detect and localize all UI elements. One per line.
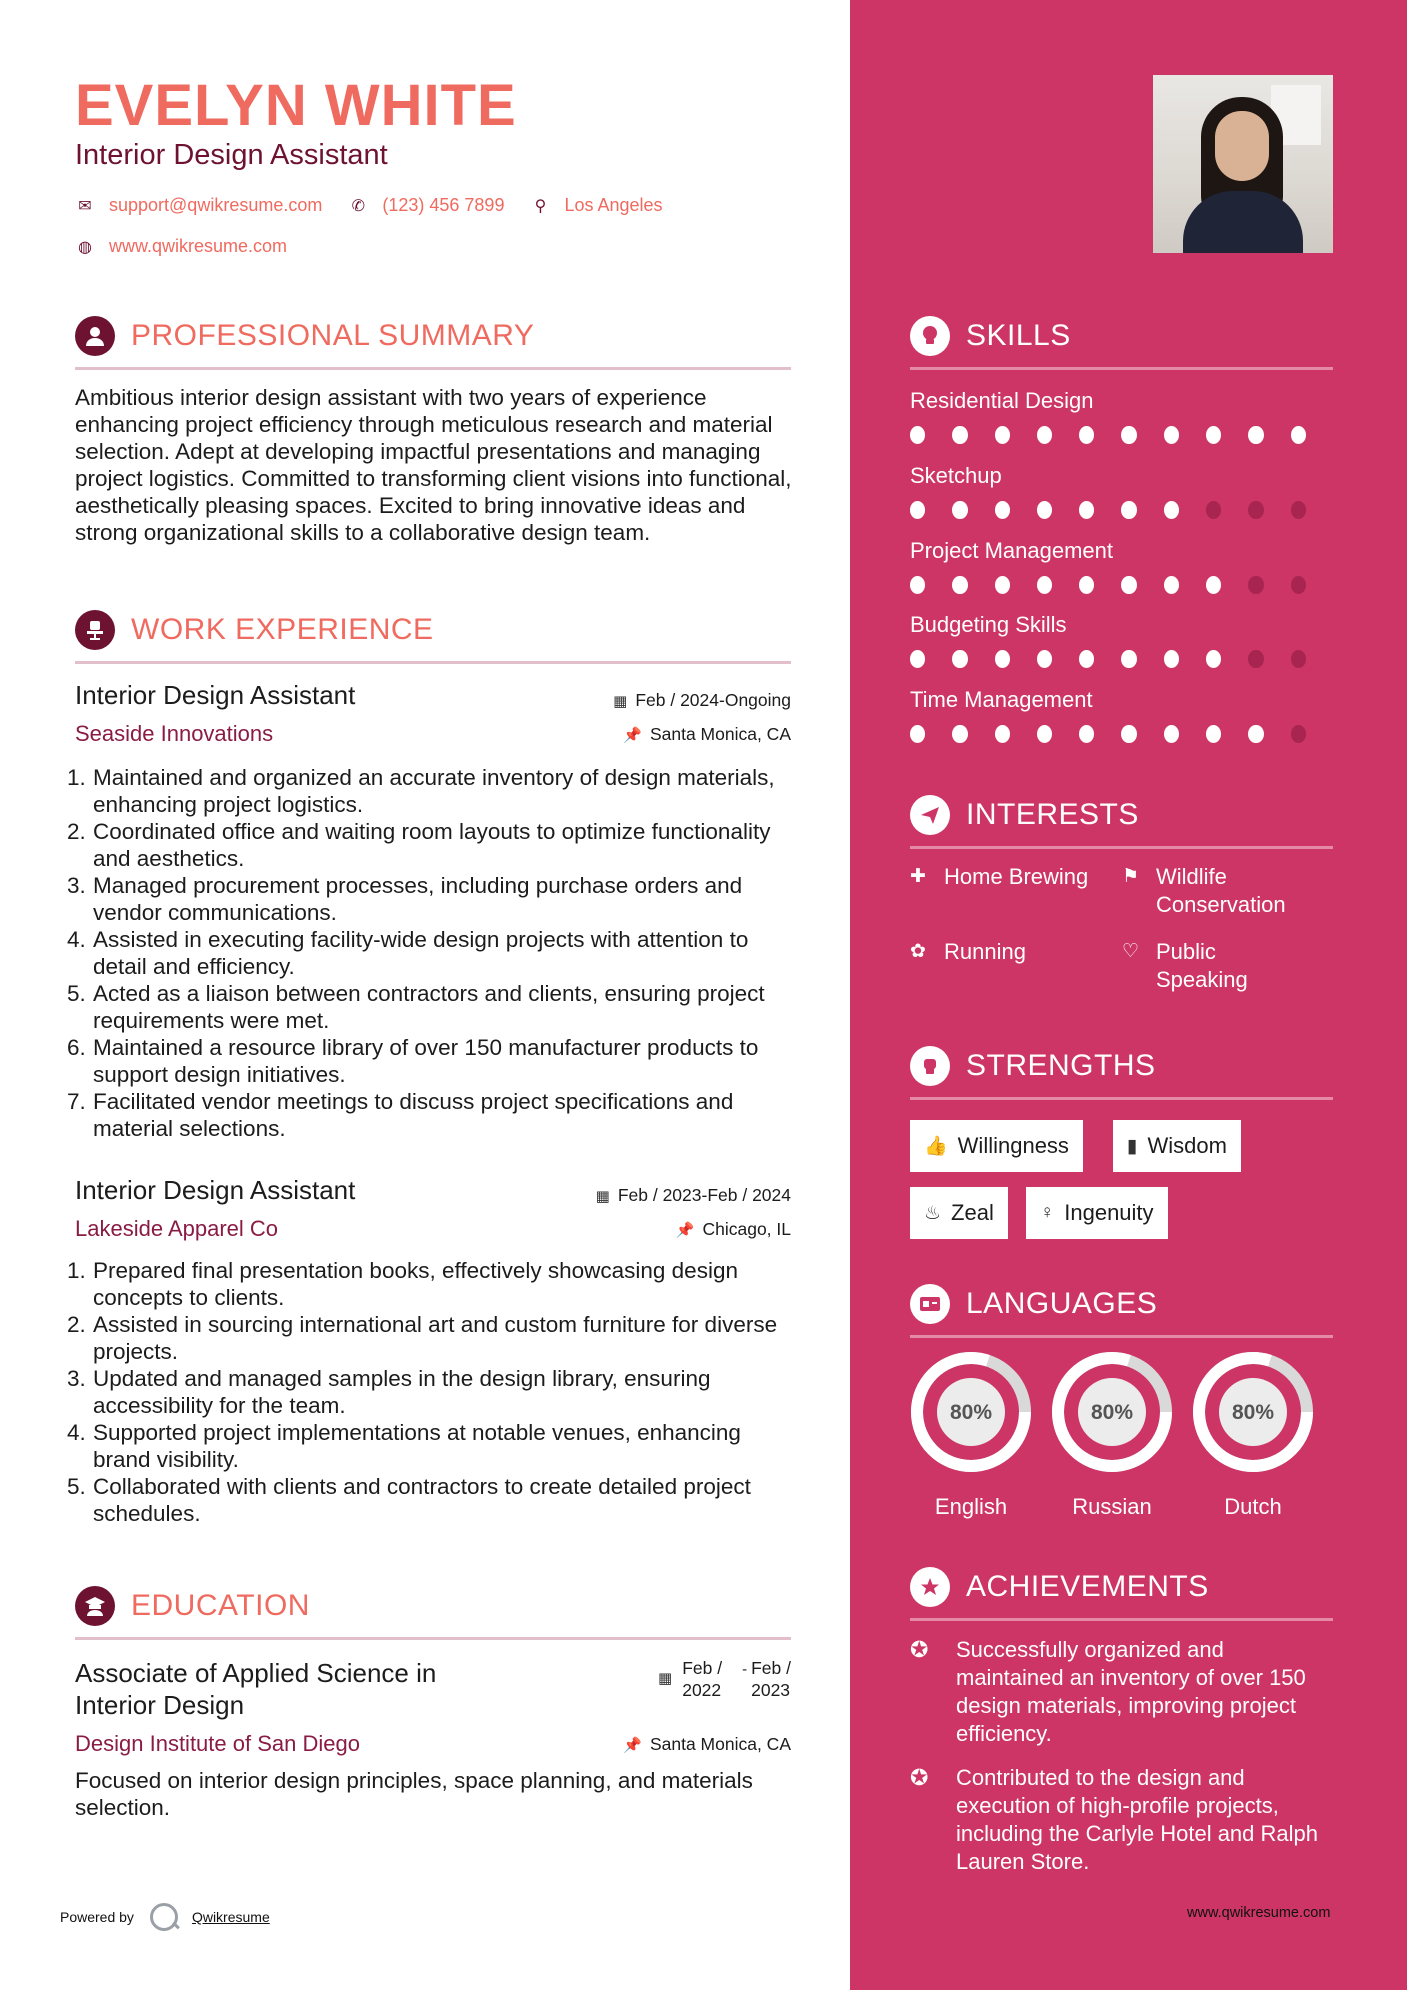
rating-dot: [1121, 501, 1136, 519]
shooting-star-icon: ✪: [910, 1637, 929, 1662]
job-location: 📌 Santa Monica, CA: [623, 724, 791, 744]
rating-dot: [1079, 576, 1094, 594]
strengths-section-header: [910, 1045, 1333, 1100]
globe-icon: ◍: [78, 238, 92, 256]
education-section-header: [75, 1585, 791, 1640]
candidate-title: Interior Design Assistant: [75, 139, 388, 171]
duty-list: [67, 1257, 797, 1527]
education-location: 📌 Santa Monica, CA: [623, 1734, 791, 1754]
skill-name: Project Management: [910, 538, 1113, 563]
contact-row: [75, 195, 663, 216]
rating-dot: [1164, 501, 1179, 519]
job-location: 📌 Chicago, IL: [675, 1219, 791, 1239]
language-ring: [1051, 1351, 1173, 1473]
list-item: 3. Updated and managed samples in the design library, ensuring accessibility for the team.: [67, 1366, 711, 1418]
language-percent: 80%: [949, 1401, 993, 1424]
skill-rating: [910, 501, 1333, 519]
skill-rating: [910, 725, 1333, 743]
pushpin-icon: 📌: [623, 1736, 642, 1754]
summary-heading: PROFESSIONAL SUMMARY: [131, 319, 535, 352]
thumbs-up-icon: 👍: [924, 1136, 948, 1157]
rating-dot: [1037, 725, 1052, 743]
rating-dot: [1206, 426, 1221, 444]
candidate-name: EVELYN WHITE: [75, 73, 517, 138]
graduate-icon: [75, 1586, 115, 1626]
rating-dot: [952, 501, 967, 519]
qwikresume-link[interactable]: Qwikresume: [191, 1909, 270, 1925]
skill-name: Residential Design: [910, 388, 1094, 413]
user-icon: [75, 316, 115, 356]
calendar-icon: ▦: [595, 1187, 610, 1205]
envelope-icon: ✉: [78, 197, 92, 215]
languages-section-header: [910, 1283, 1333, 1338]
rating-dot: [1248, 426, 1263, 444]
rating-dot: [1206, 576, 1221, 594]
language-ring: [910, 1351, 1032, 1473]
phone-text: (123) 456 7899: [382, 195, 505, 215]
list-item: 4. Assisted in executing facility-wide design projects with attention to detail and efficiency.: [67, 927, 749, 979]
language-item: [910, 1351, 1032, 1520]
list-item: 2. Coordinated office and waiting room layouts to optimize functionality and aesthetics.: [67, 819, 771, 871]
job-company: Lakeside Apparel Co: [75, 1216, 279, 1241]
school-name: Design Institute of San Diego: [75, 1731, 360, 1756]
location-text: Los Angeles: [564, 195, 663, 215]
lightbulb-icon: [910, 316, 950, 356]
rating-dot: [1079, 501, 1094, 519]
summary-text: Ambitious interior design assistant with two years of experience enhancing project efficiency through meticulous research and material selection. Adept at developing impactful presentations and managing project logistics. Committed to transforming client visions into functional, aesthetically pleasing spaces. Excited to bring innovative ideas and strong organizational skills to a collaborative design team.: [75, 385, 792, 545]
education-description: Focused on interior design principles, space planning, and materials selection.: [75, 1768, 753, 1820]
job-title: Interior Design Assistant: [75, 1175, 356, 1205]
achievements-section-header: [910, 1566, 1333, 1621]
job-date: ▦ Feb / 2023-Feb / 2024: [595, 1185, 791, 1205]
rating-dot: [1248, 501, 1263, 519]
experience-section-header: [75, 609, 791, 664]
rating-dot: [1121, 576, 1136, 594]
flame-icon: ♨: [924, 1202, 942, 1224]
languages-heading: LANGUAGES: [966, 1287, 1158, 1320]
qwikresume-logo-icon: [150, 1903, 178, 1931]
language-percent: 80%: [1231, 1401, 1275, 1424]
skill-item: [910, 612, 1333, 668]
strengths-heading: STRENGTHS: [966, 1049, 1156, 1082]
divider: [75, 1637, 791, 1640]
list-item: 3. Managed procurement processes, including purchase orders and vendor communications.: [67, 873, 743, 925]
education-heading: EDUCATION: [131, 1589, 310, 1622]
language-ring: [1192, 1351, 1314, 1473]
skill-rating: [910, 650, 1333, 668]
rating-dot: [910, 426, 925, 444]
rating-dot: [1037, 426, 1052, 444]
pushpin-icon: 📌: [623, 726, 642, 744]
achievements-heading: ACHIEVEMENTS: [966, 1570, 1209, 1603]
email-link[interactable]: support@qwikresume.com: [109, 195, 323, 215]
rating-dot: [1206, 725, 1221, 743]
divider: [910, 1097, 1333, 1100]
achievement-item: ✪ Successfully organized and maintained an inventory of over 150 design materials, improving project efficiency.: [910, 1637, 1306, 1746]
chair-icon: [75, 610, 115, 650]
education-date: ▦ Feb / 2022 - Feb / 2023: [658, 1658, 791, 1700]
rating-dot: [1121, 725, 1136, 743]
rating-dot: [1037, 650, 1052, 668]
strength-ingenuity: ♀ Ingenuity: [1026, 1187, 1168, 1239]
rating-dot: [1037, 576, 1052, 594]
list-item: 2. Assisted in sourcing international art and custom furniture for diverse projects.: [67, 1312, 778, 1364]
language-name: English: [934, 1494, 1008, 1519]
rating-dot: [1206, 501, 1221, 519]
education-entry: [75, 1655, 791, 1835]
star-icon: [910, 1567, 950, 1607]
divider: [910, 1618, 1333, 1621]
interest-item: ⚑ Wildlife Conservation: [1122, 864, 1286, 917]
interests-heading: INTERESTS: [966, 798, 1139, 831]
powered-by: Powered by Qwikresume: [60, 1903, 270, 1931]
rating-dot: [1291, 725, 1306, 743]
skill-item: [910, 388, 1333, 444]
paw-icon: ✿: [910, 941, 926, 962]
language-name: Russian: [1072, 1494, 1152, 1519]
shooting-star-icon: ✪: [910, 1765, 929, 1790]
divider: [910, 846, 1333, 849]
calendar-icon: ▦: [613, 692, 628, 710]
achievement-item: ✪ Contributed to the design and execution of high-profile projects, including the Carlyle Hotel and Ralph Lauren Store.: [910, 1765, 1318, 1874]
list-item: 6. Maintained a resource library of over 150 manufacturer products to support design initiatives.: [67, 1035, 759, 1087]
interest-item: ♡ Public Speaking: [1122, 939, 1248, 992]
rating-dot: [952, 725, 967, 743]
rating-dot: [1164, 650, 1179, 668]
rating-dot: [1206, 650, 1221, 668]
rating-dot: [910, 650, 925, 668]
rating-dot: [1164, 576, 1179, 594]
duty-list: [67, 764, 797, 1142]
skill-name: Budgeting Skills: [910, 612, 1067, 637]
phone-icon: ✆: [351, 197, 366, 215]
rating-dot: [995, 501, 1010, 519]
rating-dot: [1291, 501, 1306, 519]
rating-dot: [1079, 650, 1094, 668]
job-date: ▦ Feb / 2024-Ongoing: [613, 690, 791, 710]
rating-dot: [952, 650, 967, 668]
language-name: Dutch: [1224, 1494, 1282, 1519]
list-item: 1. Prepared final presentation books, effectively showcasing design concepts to clients.: [67, 1258, 738, 1310]
calendar-icon: ▦: [658, 1670, 673, 1687]
translate-icon: [910, 1284, 950, 1324]
rating-dot: [1248, 725, 1263, 743]
degree-title: Associate of Applied Science in Interior Design: [75, 1658, 437, 1720]
skill-item: [910, 538, 1333, 594]
rating-dot: [1164, 725, 1179, 743]
skills-section-header: [910, 315, 1333, 370]
rating-dot: [1248, 576, 1263, 594]
list-item: 1. Maintained and organized an accurate inventory of design materials, enhancing project logistics.: [67, 765, 775, 817]
job-title: Interior Design Assistant: [75, 680, 356, 710]
puzzle-icon: ✚: [910, 866, 926, 887]
skill-rating: [910, 426, 1333, 444]
list-item: 5. Collaborated with clients and contractors to create detailed project schedules.: [67, 1474, 751, 1526]
rating-dot: [995, 650, 1010, 668]
rating-dot: [1037, 501, 1052, 519]
skill-name: Sketchup: [910, 463, 1002, 488]
fist-icon: [910, 1046, 950, 1086]
lightbulb-icon: ♀: [1040, 1202, 1055, 1223]
strength-willingness: 👍 Willingness: [910, 1120, 1083, 1172]
skills-heading: SKILLS: [966, 319, 1071, 352]
website-link[interactable]: www.qwikresume.com: [109, 236, 288, 256]
footer-url[interactable]: www.qwikresume.com: [1187, 1905, 1331, 1921]
rating-dot: [1291, 576, 1306, 594]
heartbeat-icon: ♡: [1122, 941, 1140, 962]
location-pin-icon: ⚲: [534, 197, 547, 215]
rating-dot: [995, 725, 1010, 743]
list-item: 5. Acted as a liaison between contractors and clients, ensuring project requirements were met.: [67, 981, 765, 1033]
rating-dot: [1121, 426, 1136, 444]
skill-item: [910, 687, 1333, 743]
rating-dot: [995, 576, 1010, 594]
divider: [75, 367, 791, 370]
interest-item: ✚ Home Brewing: [910, 864, 1089, 889]
rating-dot: [995, 426, 1010, 444]
profile-photo: [1153, 75, 1333, 253]
job-company: Seaside Innovations: [75, 721, 274, 746]
divider: [910, 367, 1333, 370]
pushpin-icon: 📌: [675, 1221, 695, 1239]
skill-rating: [910, 576, 1333, 594]
website-row: [75, 236, 287, 257]
job-entry: [67, 1173, 791, 1543]
book-icon: ▮: [1127, 1135, 1138, 1157]
rating-dot: [1164, 426, 1179, 444]
strength-wisdom: ▮ Wisdom: [1113, 1120, 1241, 1172]
divider: [75, 661, 791, 664]
rating-dot: [910, 725, 925, 743]
summary-section-header: [75, 315, 791, 370]
rating-dot: [910, 501, 925, 519]
skill-name: Time Management: [910, 687, 1093, 712]
rating-dot: [910, 576, 925, 594]
paper-plane-icon: [910, 795, 950, 835]
rating-dot: [1291, 426, 1306, 444]
rating-dot: [1248, 650, 1263, 668]
rating-dot: [1121, 650, 1136, 668]
interest-item: ✿ Running: [910, 939, 1026, 964]
flag-icon: ⚑: [1122, 866, 1140, 887]
rating-dot: [1079, 725, 1094, 743]
divider: [910, 1335, 1333, 1338]
experience-heading: WORK EXPERIENCE: [131, 613, 434, 646]
rating-dot: [1079, 426, 1094, 444]
rating-dot: [952, 426, 967, 444]
job-entry: [67, 678, 791, 1141]
list-item: 7. Facilitated vendor meetings to discuss project specifications and material selections.: [67, 1089, 734, 1141]
language-percent: 80%: [1090, 1401, 1134, 1424]
rating-dot: [1291, 650, 1306, 668]
strength-zeal: ♨ Zeal: [910, 1187, 1008, 1239]
language-item: [1051, 1351, 1173, 1520]
list-item: 4. Supported project implementations at notable venues, enhancing brand visibility.: [67, 1420, 741, 1472]
interests-section-header: [910, 794, 1333, 849]
skill-item: [910, 463, 1333, 519]
language-item: [1192, 1351, 1314, 1520]
rating-dot: [952, 576, 967, 594]
